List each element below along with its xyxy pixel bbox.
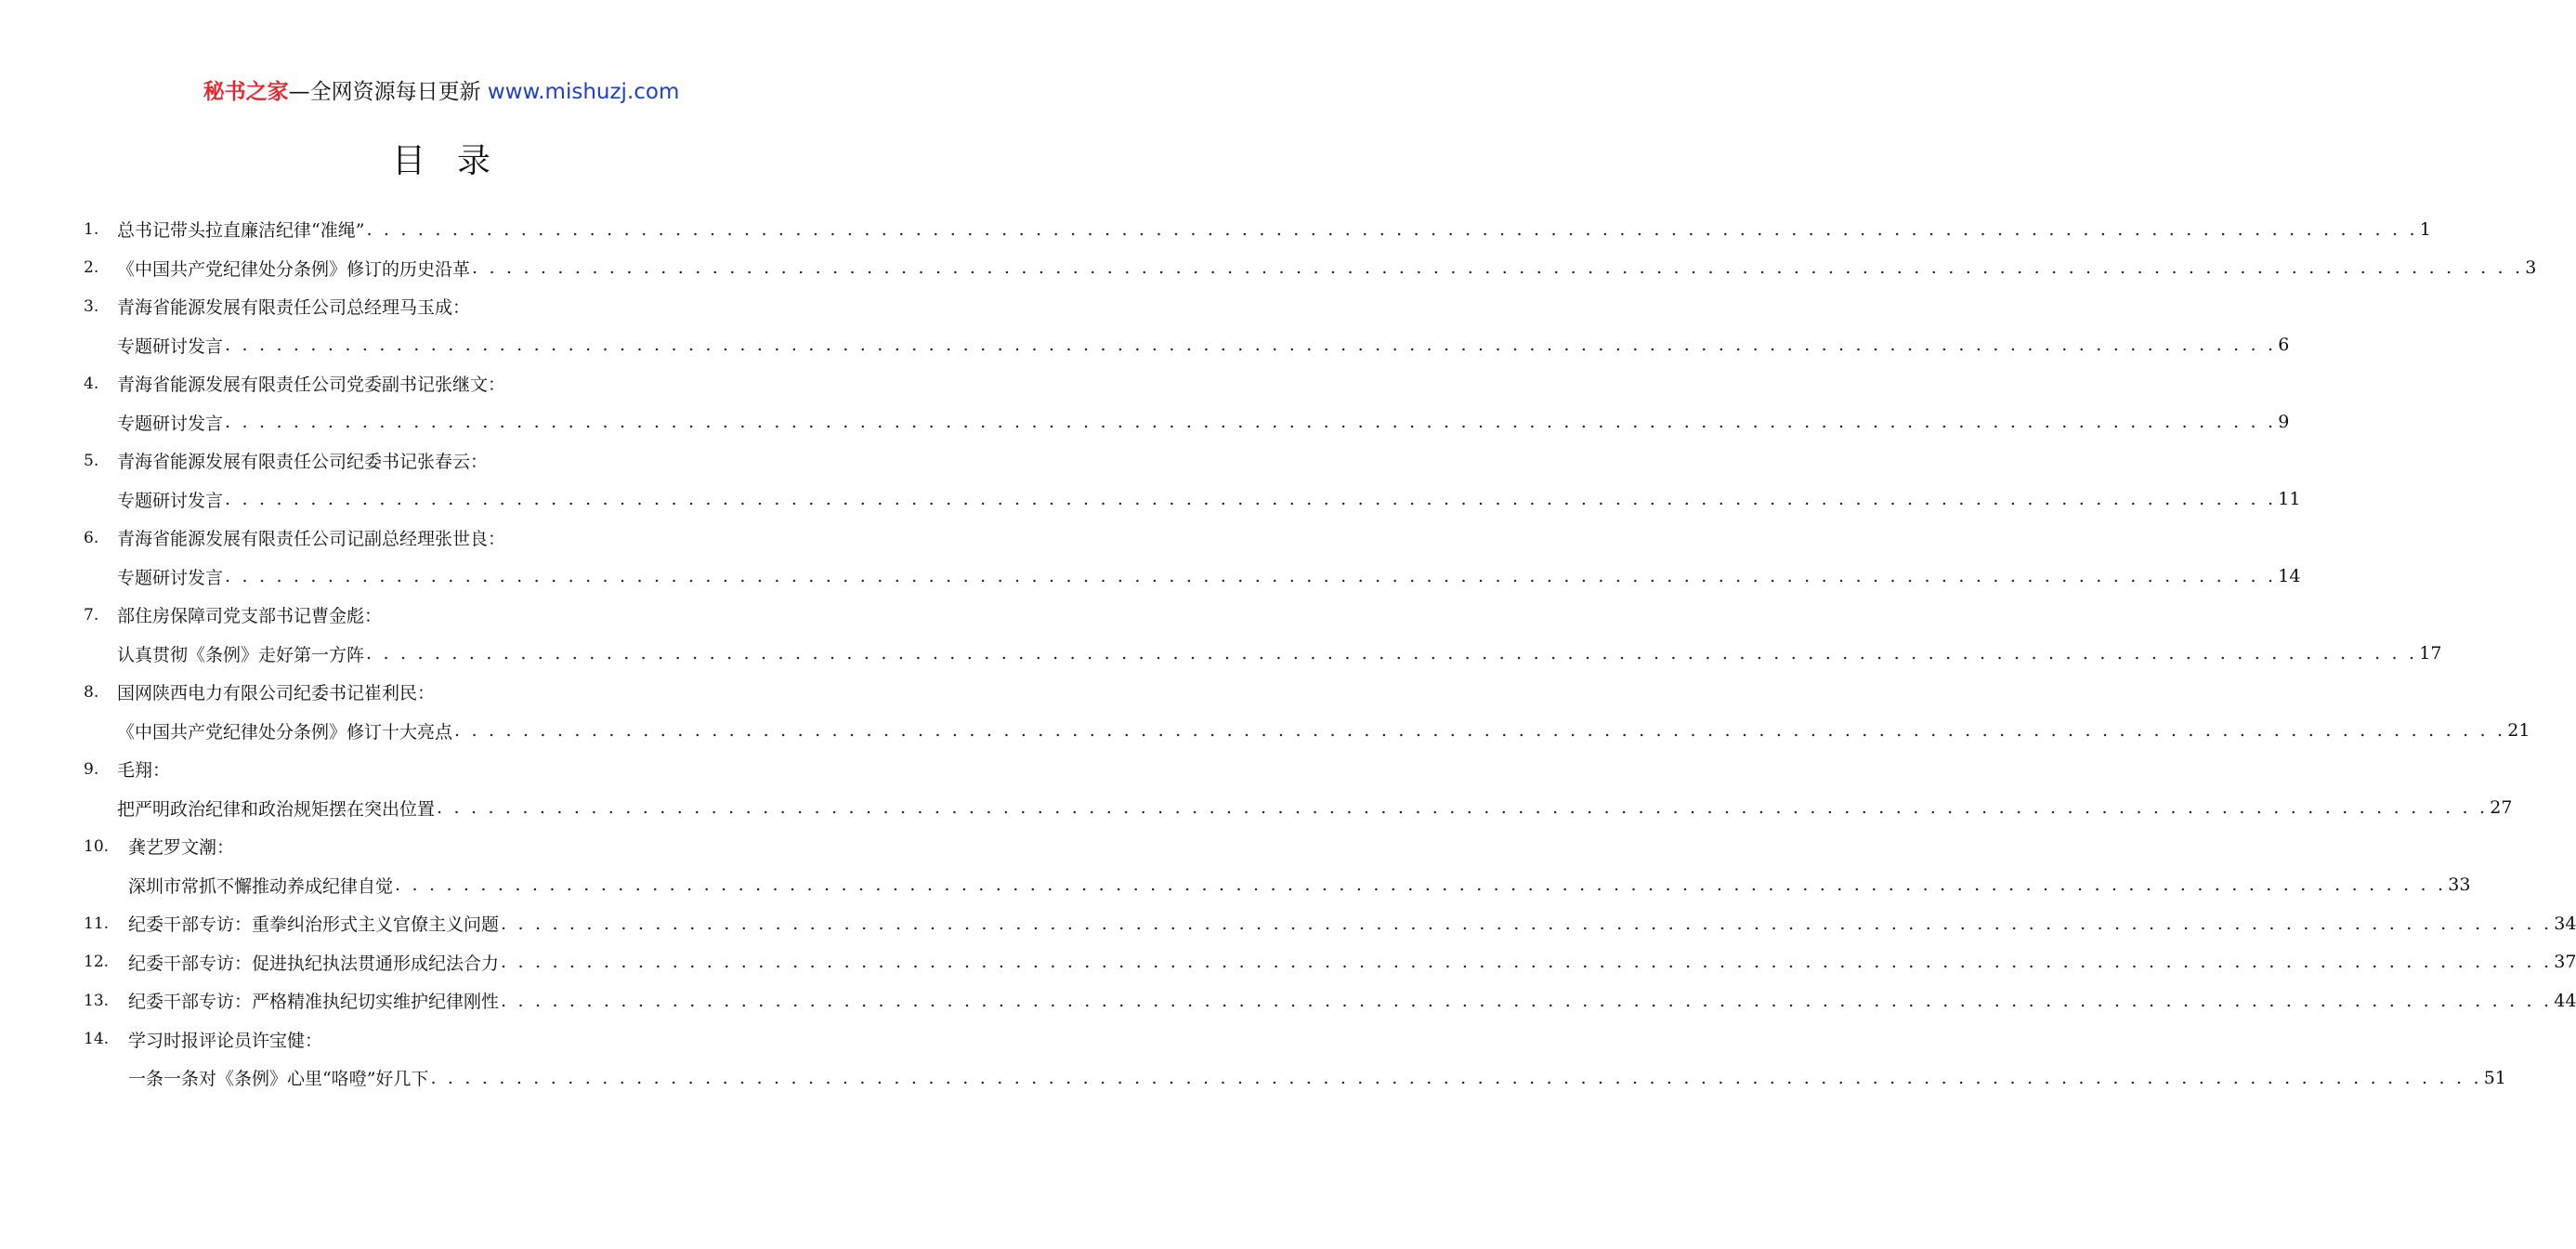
toc-leader-dots: . . . . . . . . . . . . . . . . . . . . . . . . . . . . . . . . . . . . . . . . . . . . . . . . . . . . . . . . . . . . . . . . . . . . . . . . . . . . . . . . . . . . . . . . . . . . . . . . . . . . . . . . . . . . . . . . . . . . . . . . <box>501 913 2553 934</box>
toc-line[interactable] <box>84 943 2576 982</box>
toc-entry-title: 专题研讨发言 <box>117 490 224 511</box>
toc-entry-title: 纪委干部专访：严格精准执纪切实维护纪律刚性 <box>128 992 500 1013</box>
toc-line[interactable] <box>84 558 2301 597</box>
toc-number: 6. <box>84 528 99 547</box>
toc-number: 1. <box>84 219 99 239</box>
toc-line[interactable] <box>84 210 2431 249</box>
toc-number: 5. <box>84 451 99 470</box>
toc-line[interactable] <box>84 635 2442 674</box>
toc-leader-dots: . . . . . . . . . . . . . . . . . . . . . . . . . . . . . . . . . . . . . . . . . . . . . . . . . . . . . . . . . . . . . . . . . . . . . . . . . . . . . . . . . . . . . . . . . . . . . . . . . . . . . . . . . . . . . . . . . . . . . . . . <box>395 874 2447 896</box>
toc-page-number: 21 <box>2507 720 2530 742</box>
toc-leader-dots: . . . . . . . . . . . . . . . . . . . . . . . . . . . . . . . . . . . . . . . . . . . . . . . . . . . . . . . . . . . . . . . . . . . . . . . . . . . . . . . . . . . . . . . . . . . . . . . . . . . . . . . . . . . . . . . . . . . . . . . . <box>430 1067 2482 1088</box>
toc-page-number: 27 <box>2490 797 2513 819</box>
toc-leader-dots: . . . . . . . . . . . . . . . . . . . . . . . . . . . . . . . . . . . . . . . . . . . . . . . . . . . . . . . . . . . . . . . . . . . . . . . . . . . . . . . . . . . . . . . . . . . . . . . . . . . . . . . . . . . . . . . . . . . . . . . . <box>437 797 2489 819</box>
toc-line[interactable] <box>84 1020 799 1059</box>
toc-line[interactable] <box>84 480 2301 519</box>
toc-entry-title: 一条一条对《条例》心里“咯噔”好几下 <box>128 1069 429 1090</box>
toc-number: 14. <box>84 1030 110 1049</box>
toc-line[interactable] <box>84 249 2537 288</box>
toc-leader-dots: . . . . . . . . . . . . . . . . . . . . . . . . . . . . . . . . . . . . . . . . . . . . . . . . . . . . . . . . . . . . . . . . . . . . . . . . . . . . . . . . . . . . . . . . . . . . . . . . . . . . . . . . . . . . . . . . . . . . . . . . <box>454 720 2506 742</box>
toc-page-number: 1 <box>2419 218 2431 240</box>
toc-line[interactable] <box>84 712 2530 751</box>
toc-page-number: 3 <box>2525 257 2537 279</box>
toc-entry-title: 专题研讨发言 <box>117 413 224 434</box>
toc-leader-dots: . . . . . . . . . . . . . . . . . . . . . . . . . . . . . . . . . . . . . . . . . . . . . . . . . . . . . . . . . . . . . . . . . . . . . . . . . . . . . . . . . . . . . . . . . . . . . . . . . . . . . . . . . . . . . . . . . . . . . . . . <box>366 643 2418 664</box>
toc-page-number: 51 <box>2483 1067 2506 1088</box>
toc-leader-dots: . . . . . . . . . . . . . . . . . . . . . . . . . . . . . . . . . . . . . . . . . . . . . . . . . . . . . . . . . . . . . . . . . . . . . . . . . . . . . . . . . . . . . . . . . . . . . . . . . . . . . . . . . . . . . . . . . . . . . . . . <box>501 952 2553 973</box>
toc-page-number: 37 <box>2554 952 2576 973</box>
brand-name: 秘书之家 <box>203 80 289 104</box>
toc-number: 10. <box>84 836 110 856</box>
toc-entry-title: 青海省能源发展有限责任公司总经理马玉成： <box>117 297 471 319</box>
toc-line[interactable] <box>84 673 799 712</box>
toc-leader-dots: . . . . . . . . . . . . . . . . . . . . . . . . . . . . . . . . . . . . . . . . . . . . . . . . . . . . . . . . . . . . . . . . . . . . . . . . . . . . . . . . . . . . . . . . . . . . . . . . . . . . . . . . . . . . . . . . . . . . . . . . <box>225 412 2277 433</box>
toc-leader-dots: . . . . . . . . . . . . . . . . . . . . . . . . . . . . . . . . . . . . . . . . . . . . . . . . . . . . . . . . . . . . . . . . . . . . . . . . . . . . . . . . . . . . . . . . . . . . . . . . . . . . . . . . . . . . . . . . . . . . . . . . <box>472 257 2524 279</box>
toc-entry-title: 深圳市常抓不懈推动养成纪律自觉 <box>128 875 394 897</box>
toc-entry-title: 青海省能源发展有限责任公司纪委书记张春云： <box>117 452 489 473</box>
toc-page-number: 14 <box>2278 566 2301 587</box>
toc-entry-title: 专题研讨发言 <box>117 567 224 588</box>
toc-entry-title: 龚艺罗文潮： <box>128 837 235 859</box>
toc-leader-dots: . . . . . . . . . . . . . . . . . . . . . . . . . . . . . . . . . . . . . . . . . . . . . . . . . . . . . . . . . . . . . . . . . . . . . . . . . . . . . . . . . . . . . . . . . . . . . . . . . . . . . . . . . . . . . . . . . . . . . . . . <box>225 566 2277 587</box>
toc-page-number: 11 <box>2278 489 2301 510</box>
toc-line[interactable] <box>84 596 799 635</box>
toc-entry-title: 青海省能源发展有限责任公司记副总经理张世良： <box>117 529 506 550</box>
toc-entry-title: 青海省能源发展有限责任公司党委副书记张继文： <box>117 375 506 396</box>
toc-number: 2. <box>84 258 99 278</box>
toc-leader-dots: . . . . . . . . . . . . . . . . . . . . . . . . . . . . . . . . . . . . . . . . . . . . . . . . . . . . . . . . . . . . . . . . . . . . . . . . . . . . . . . . . . . . . . . . . . . . . . . . . . . . . . . . . . . . . . . . . . . . . . . . <box>366 218 2418 240</box>
toc-entry-title: 把严明政治纪律和政治规矩摆在突出位置 <box>117 798 436 820</box>
toc-leader-dots: . . . . . . . . . . . . . . . . . . . . . . . . . . . . . . . . . . . . . . . . . . . . . . . . . . . . . . . . . . . . . . . . . . . . . . . . . . . . . . . . . . . . . . . . . . . . . . . . . . . . . . . . . . . . . . . . . . . . . . . . <box>225 335 2277 356</box>
toc-entry-title: 毛翔： <box>117 760 171 782</box>
toc-number: 12. <box>84 953 110 972</box>
toc-number: 3. <box>84 296 99 316</box>
toc-entry-title: 国网陕西电力有限公司纪委书记崔利民： <box>117 683 436 704</box>
toc-line[interactable] <box>84 441 799 480</box>
toc-line[interactable] <box>84 287 799 326</box>
toc-number: 9. <box>84 759 99 779</box>
toc-line[interactable] <box>84 904 2576 943</box>
toc-page-number: 6 <box>2278 335 2290 356</box>
toc-page-number: 34 <box>2554 913 2576 934</box>
site-url[interactable]: www.mishuzj.com <box>487 80 680 104</box>
toc-entry-title: 《中国共产党纪律处分条例》修订的历史沿革 <box>117 258 471 280</box>
toc-entry-title: 学习时报评论员许宝健： <box>128 1030 323 1051</box>
toc-entry-title: 认真贯彻《条例》走好第一方阵 <box>117 644 365 665</box>
toc-line[interactable] <box>84 866 2471 905</box>
toc-number: 8. <box>84 682 99 702</box>
toc-line[interactable] <box>84 403 2290 442</box>
toc-line[interactable] <box>84 789 2513 828</box>
toc-entry-title: 《中国共产党纪律处分条例》修订十大亮点 <box>117 721 453 743</box>
site-header <box>0 74 883 105</box>
toc-line[interactable] <box>84 326 2290 365</box>
toc-entry-title: 纪委干部专访：促进执纪执法贯通形成纪法合力 <box>128 953 500 974</box>
toc-line[interactable] <box>84 750 799 789</box>
toc-page-number: 33 <box>2448 874 2471 896</box>
toc-leader-dots: . . . . . . . . . . . . . . . . . . . . . . . . . . . . . . . . . . . . . . . . . . . . . . . . . . . . . . . . . . . . . . . . . . . . . . . . . . . . . . . . . . . . . . . . . . . . . . . . . . . . . . . . . . . . . . . . . . . . . . . . <box>501 990 2553 1011</box>
toc-leader-dots: . . . . . . . . . . . . . . . . . . . . . . . . . . . . . . . . . . . . . . . . . . . . . . . . . . . . . . . . . . . . . . . . . . . . . . . . . . . . . . . . . . . . . . . . . . . . . . . . . . . . . . . . . . . . . . . . . . . . . . . . <box>225 489 2277 510</box>
toc-line[interactable] <box>84 981 2576 1020</box>
toc-line[interactable] <box>84 519 799 558</box>
toc-page-number: 17 <box>2419 643 2442 664</box>
toc-number: 11. <box>84 914 110 933</box>
toc-entry-title: 总书记带头拉直廉洁纪律“准绳” <box>117 220 365 242</box>
toc-page-number: 9 <box>2278 412 2290 433</box>
table-of-contents <box>84 210 2576 1098</box>
toc-entry-title: 部住房保障司党支部书记曹金彪： <box>117 606 383 627</box>
header-tagline: —全网资源每日更新 <box>288 80 481 104</box>
toc-number: 13. <box>84 991 110 1010</box>
toc-number: 7. <box>84 605 99 624</box>
toc-line[interactable] <box>84 364 799 403</box>
toc-entry-title: 纪委干部专访：重拳纠治形式主义官僚主义问题 <box>128 914 500 936</box>
toc-line[interactable] <box>84 827 799 866</box>
toc-entry-title: 专题研讨发言 <box>117 335 224 357</box>
toc-line[interactable] <box>84 1058 2506 1098</box>
toc-page-number: 44 <box>2554 990 2576 1011</box>
toc-number: 4. <box>84 374 99 393</box>
page-title: 目录 <box>391 142 522 180</box>
